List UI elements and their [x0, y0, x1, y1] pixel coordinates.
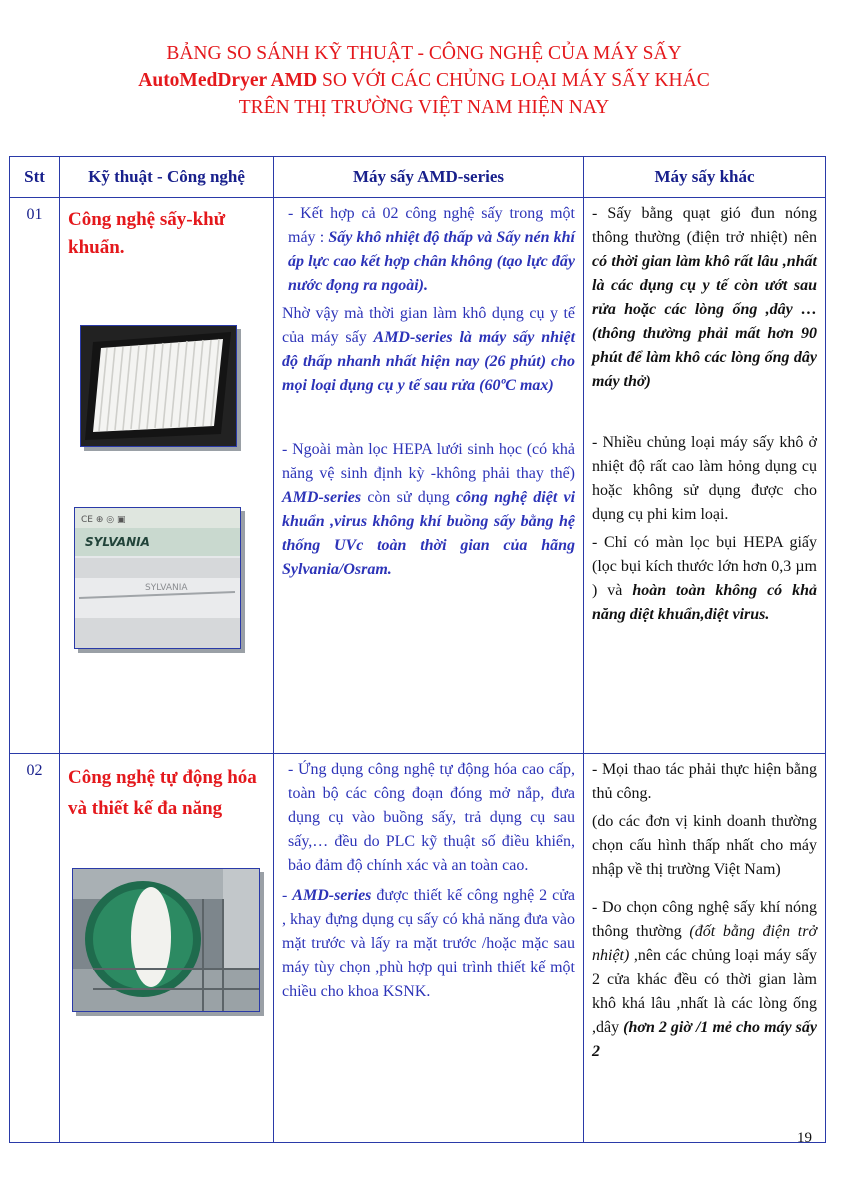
amd-cell	[274, 198, 584, 754]
comparison-table	[9, 156, 826, 1143]
header-technology: Kỹ thuật - Công nghệ	[60, 157, 274, 198]
hepa-filter-image	[80, 325, 237, 447]
other-paragraph-3: - Chỉ có màn lọc bụi HEPA giấy (lọc bụi kích thước lớn hơn 0,3 µm ) và hoàn toàn không có khả năng diệt khuẩn,diệt virus.	[592, 534, 817, 623]
title-brand: AutoMedDryer AMD	[138, 70, 318, 91]
technology-name: Công nghệ tự động hóa và thiết kế đa năng	[68, 767, 257, 819]
amd-paragraph-2: Nhờ vậy mà thời gian làm khô dụng cụ y tế của máy sấy AMD-series là máy sấy nhiệt độ thấp nhanh nhất hiện nay (26 phút) cho mọi loại dụng cụ y tế sau rửa (60ºC max)	[282, 305, 576, 394]
hepa-filter-graphic	[81, 326, 236, 446]
uv-lamp-graphic	[75, 508, 240, 648]
technology-cell	[60, 198, 274, 754]
other-paragraph-2: - Nhiều chủng loại máy sấy khô ở nhiệt độ rất cao làm hỏng dụng cụ hoặc không sử dụng được cho dụng cụ phi kim loại.	[592, 434, 817, 523]
amd-paragraph-1: - Kết hợp cả 02 công nghệ sấy trong một máy : Sấy khô nhiệt độ thấp và Sấy nén khí áp lực cao kết hợp chân không (tạo lực đẩy nước đọng ra ngoài).	[288, 205, 576, 294]
svg-text:SYLVANIA: SYLVANIA	[145, 583, 188, 593]
dryer-interior-graphic	[73, 869, 259, 1011]
page-number: 19	[797, 1130, 812, 1146]
uv-lamp-image	[74, 507, 241, 649]
title-line-1: BẢNG SO SÁNH KỸ THUẬT - CÔNG NGHỆ CỦA MÁY SẤY	[166, 43, 682, 64]
other-cell	[584, 754, 826, 1143]
other-paragraph-2: (do các đơn vị kinh doanh thường chọn cấu hình thấp nhất cho máy nhập về thị trường Việt Nam)	[592, 813, 817, 878]
amd-paragraph-2: - AMD-series được thiết kế công nghệ 2 cửa , khay đựng dụng cụ sấy có khả năng đưa vào mặt trước và lấy ra mặt trước /hoặc mặc sau máy tùy chọn ,phù hợp qui trình thiết kế một chiều cho khoa KSNK.	[282, 887, 575, 1000]
svg-text:CE ⊕ ◎ ▣: CE ⊕ ◎ ▣	[81, 515, 126, 525]
table-header-row	[10, 157, 826, 198]
page-title	[0, 40, 848, 121]
table-row	[10, 198, 826, 754]
technology-name: Công nghệ sấy-khử khuẩn.	[68, 209, 226, 258]
title-line-2	[0, 67, 848, 94]
other-cell	[584, 198, 826, 754]
other-paragraph-1: - Sấy bằng quạt gió đun nóng thông thường (điện trở nhiệt) nên có thời gian làm khô rất lâu ,nhất là các dụng cụ y tế còn ướt sau rửa hoặc các lòng ống ,dây … (thông thường phải mất hơn 90 phút để làm khô các lòng ống dây máy thở)	[592, 205, 817, 390]
table-row	[10, 754, 826, 1143]
lamp-brand-label: SYLVANIA	[85, 535, 150, 549]
title-line-2-rest: SO VỚI CÁC CHỦNG LOẠI MÁY SẤY KHÁC	[317, 70, 710, 91]
amd-paragraph-3: - Ngoài màn lọc HEPA lưới sinh học (có khả năng vệ sinh định kỳ -không phải thay thế) AMD-series còn sử dụng công nghệ diệt vi khuẩn ,virus không khí buồng sấy bằng hệ thống UVc toàn thời gian của hãng Sylvania/Osram.	[282, 441, 576, 578]
title-line-3: TRÊN THỊ TRƯỜNG VIỆT NAM HIỆN NAY	[238, 97, 610, 118]
dryer-interior-image	[72, 868, 260, 1012]
other-paragraph-1: - Mọi thao tác phải thực hiện bằng thủ công.	[592, 761, 817, 802]
other-paragraph-3: - Do chọn công nghệ sấy khí nóng thông thường (đốt bằng điện trở nhiệt) ,nên các chủng loại máy sấy 2 cửa khác đều có thời gian làm khô khá lâu ,nhất là các lòng ống ,dây (hơn 2 giờ /1 mẻ cho máy sấy 2	[592, 899, 817, 1060]
header-amd: Máy sấy AMD-series	[274, 157, 584, 198]
amd-cell	[274, 754, 584, 1143]
header-stt: Stt	[10, 157, 60, 198]
row-number: 02	[10, 754, 60, 1143]
row-number: 01	[10, 198, 60, 754]
header-other: Máy sấy khác	[584, 157, 826, 198]
technology-cell	[60, 754, 274, 1143]
amd-paragraph-1: - Ứng dụng công nghệ tự động hóa cao cấp, toàn bộ các công đoạn đóng mở nắp, đưa dụng cụ vào buồng sấy, trả dụng cụ sau sấy,… đều do PLC kỹ thuật số điều khiển, bảo đảm độ chính xác và an toàn cao.	[288, 761, 575, 874]
